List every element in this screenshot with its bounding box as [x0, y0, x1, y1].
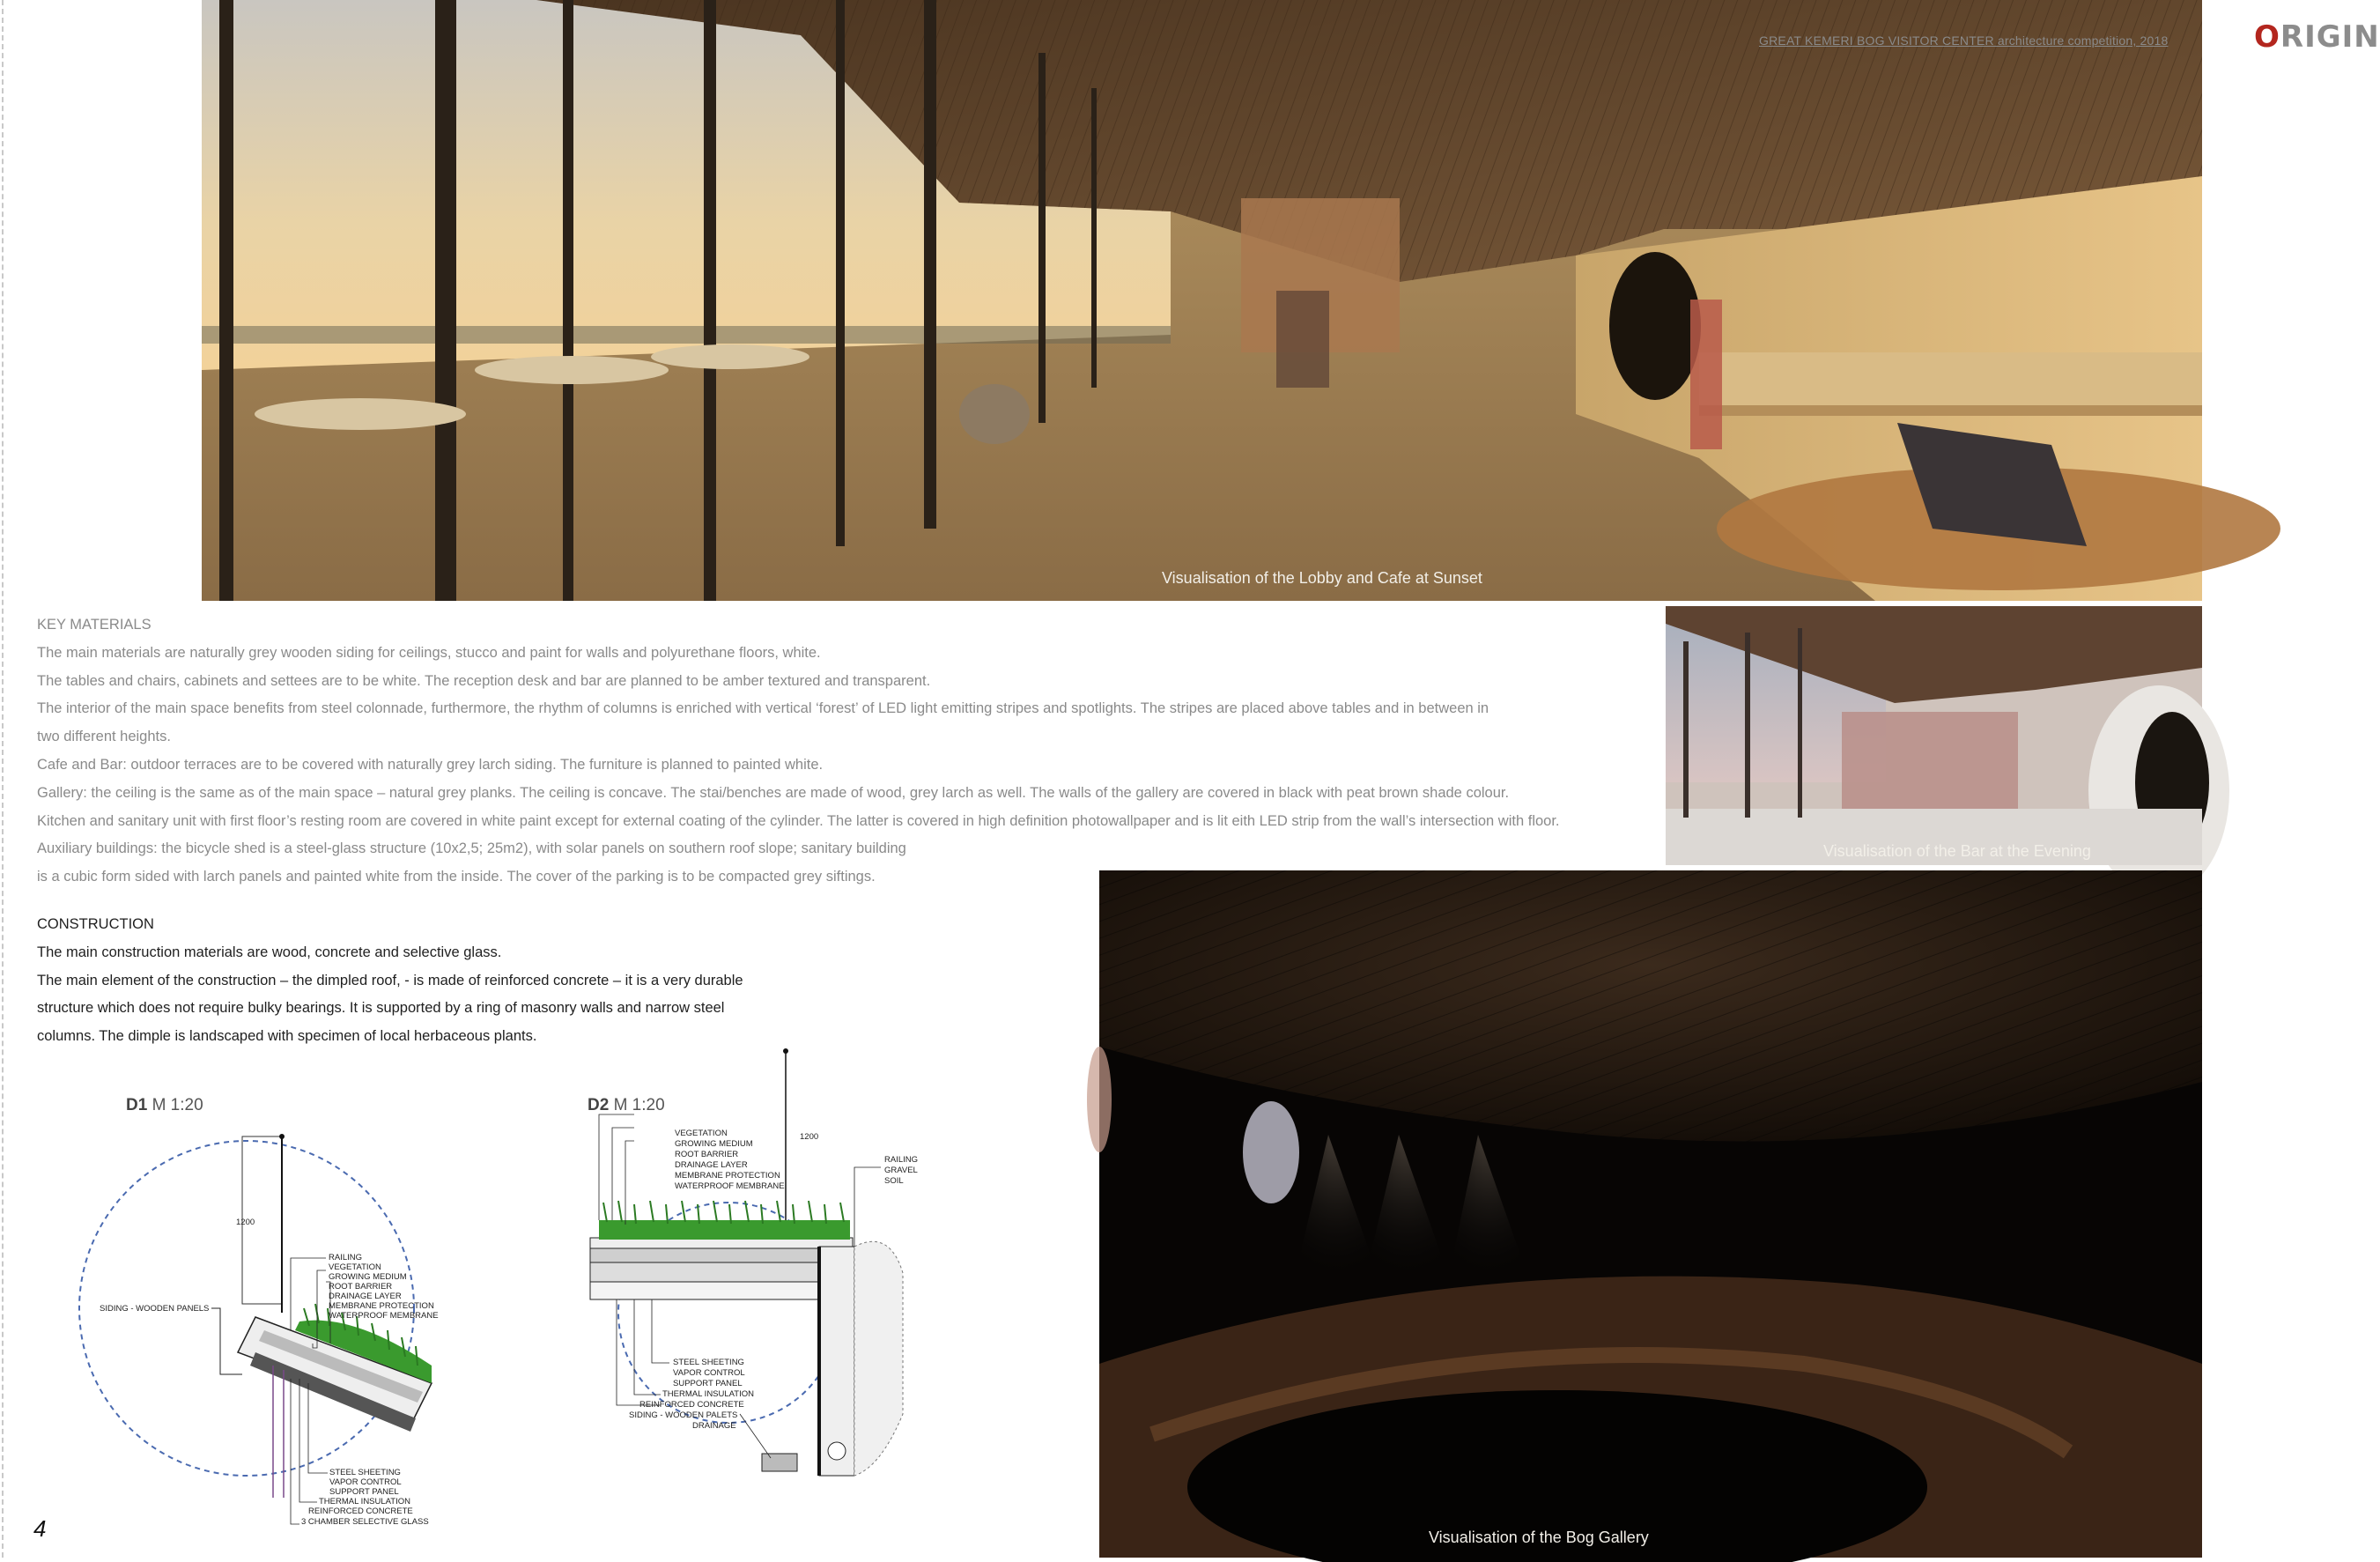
d1-bottom-layer: 3 CHAMBER SELECTIVE GLASS [301, 1517, 429, 1527]
d1-top-layer: GROWING MEDIUM [329, 1272, 407, 1282]
d2-dimension: 1200 [800, 1132, 819, 1142]
d2-top-layer: WATERPROOF MEMBRANE [675, 1181, 785, 1191]
construction-line: columns. The dimple is landscaped with specimen of local herbaceous plants. [37, 1028, 537, 1045]
bog-gallery-render [1099, 870, 2202, 1558]
d2-top-layer: ROOT BARRIER [675, 1150, 739, 1159]
lobby-visualisation [202, 0, 2380, 601]
materials-line: The tables and chairs, cabinets and settees are to be white. The reception desk and bar are planned to be amber textured and transparent. [37, 672, 931, 689]
bar-visualisation [1666, 606, 2202, 865]
d1-top-layer: ROOT BARRIER [329, 1282, 393, 1292]
key-materials-section [37, 611, 1667, 892]
d1-top-layer: RAILING [329, 1253, 363, 1262]
page-number: 4 [33, 1515, 47, 1542]
d1-bottom-layer: VAPOR CONTROL [329, 1477, 402, 1487]
construction-line: structure which does not require bulky bearings. It is supported by a ring of masonry walls and narrow steel [37, 1000, 725, 1017]
d2-right-layer: RAILING [884, 1155, 919, 1165]
origin-logo: ORIGIN [2254, 19, 2380, 55]
detail-d2-label: D2 M 1:20 [588, 1096, 665, 1114]
bog-caption: Visualisation of the Bog Gallery [1429, 1529, 1649, 1546]
bar-caption: Visualisation of the Bar at the Evening [1823, 842, 2091, 860]
d1-dimension: 1200 [236, 1218, 255, 1227]
materials-line: Kitchen and sanitary unit with first floor’s resting room are covered in white paint except for external coating of the cylinder. The latter is covered in high definition photowallpaper and is lit eith LED strip from the wall’s intersection with floor. [37, 812, 1560, 829]
d2-top-layer: GROWING MEDIUM [675, 1139, 753, 1149]
lobby-render [202, 0, 2202, 601]
d2-bottom-layer: SUPPORT PANEL [673, 1379, 743, 1388]
page-edge-guide [2, 0, 4, 1558]
d1-side-label: SIDING - WOODEN PANELS [100, 1304, 210, 1314]
d2-bottom-layer: SIDING - WOODEN PALETS [629, 1410, 738, 1420]
d1-bottom-layer: THERMAL INSULATION [319, 1497, 410, 1506]
key-materials-heading: KEY MATERIALS [37, 617, 152, 633]
construction-line: The main construction materials are wood, concrete and selective glass. [37, 944, 502, 960]
d2-top-layer: MEMBRANE PROTECTION [675, 1171, 780, 1181]
detail-d1-drawing [88, 1128, 528, 1533]
bar-render [1666, 606, 2202, 865]
construction-section [37, 911, 821, 1051]
d1-top-layer: VEGETATION [329, 1262, 381, 1272]
d1-top-layer: WATERPROOF MEMBRANE [329, 1311, 439, 1321]
d2-bottom-layer: VAPOR CONTROL [673, 1368, 745, 1378]
competition-title[interactable]: GREAT KEMERI BOG VISITOR CENTER architecture competition, 2018 [1759, 33, 2169, 48]
detail-d1-label: D1 M 1:20 [126, 1096, 203, 1114]
construction-line: The main element of the construction – the dimpled roof, - is made of reinforced concrete – it is a very durable [37, 972, 743, 988]
d2-right-layer: GRAVEL [884, 1166, 918, 1175]
d2-bottom-layer: REINFORCED CONCRETE [639, 1400, 744, 1410]
d1-bottom-layer: SUPPORT PANEL [329, 1487, 399, 1497]
d2-bottom-layer: THERMAL INSULATION [662, 1389, 754, 1399]
d1-top-layer: DRAINAGE LAYER [329, 1292, 402, 1301]
lobby-caption: Visualisation of the Lobby and Cafe at Sunset [1162, 569, 1482, 587]
materials-line: is a cubic form sided with larch panels and painted white from the inside. The cover of the parking is to be compacted grey siftings. [37, 869, 876, 885]
d2-right-layer: SOIL [884, 1176, 904, 1186]
materials-line: Gallery: the ceiling is the same as of the main space – natural grey planks. The ceiling is concave. The stai/benches are made of wood, grey larch as well. The walls of the gallery are covered in black with peat brown shade colour. [37, 784, 1510, 801]
d1-bottom-layer: REINFORCED CONCRETE [308, 1506, 413, 1516]
d2-top-layer: VEGETATION [675, 1129, 728, 1138]
detail-d2-drawing [564, 1044, 942, 1502]
d2-top-layer: DRAINAGE LAYER [675, 1160, 748, 1170]
d1-bottom-layer: STEEL SHEETING [329, 1468, 401, 1477]
d2-bottom-layer: DRAINAGE [692, 1421, 736, 1431]
materials-line: Cafe and Bar: outdoor terraces are to be covered with naturally grey larch siding. The furniture is planned to painted white. [37, 756, 824, 773]
materials-line: The main materials are naturally grey wooden siding for ceilings, stucco and paint for walls and polyurethane floors, white. [37, 644, 821, 661]
materials-line: The interior of the main space benefits from steel colonnade, furthermore, the rhythm of columns is enriched with vertical ‘forest’ of LED light emitting stripes and spotlights. The stripes are placed above tables and in between in [37, 700, 1489, 717]
materials-line: two different heights. [37, 729, 171, 745]
d1-top-layer: MEMBRANE PROTECTION [329, 1301, 434, 1311]
materials-line: Auxiliary buildings: the bicycle shed is a steel-glass structure (10x2,5; 25m2), with solar panels on southern roof slope; sanitary building [37, 840, 906, 857]
bog-gallery-visualisation [1099, 870, 2202, 1558]
construction-heading: CONSTRUCTION [37, 916, 154, 932]
d2-bottom-layer: STEEL SHEETING [673, 1358, 744, 1367]
